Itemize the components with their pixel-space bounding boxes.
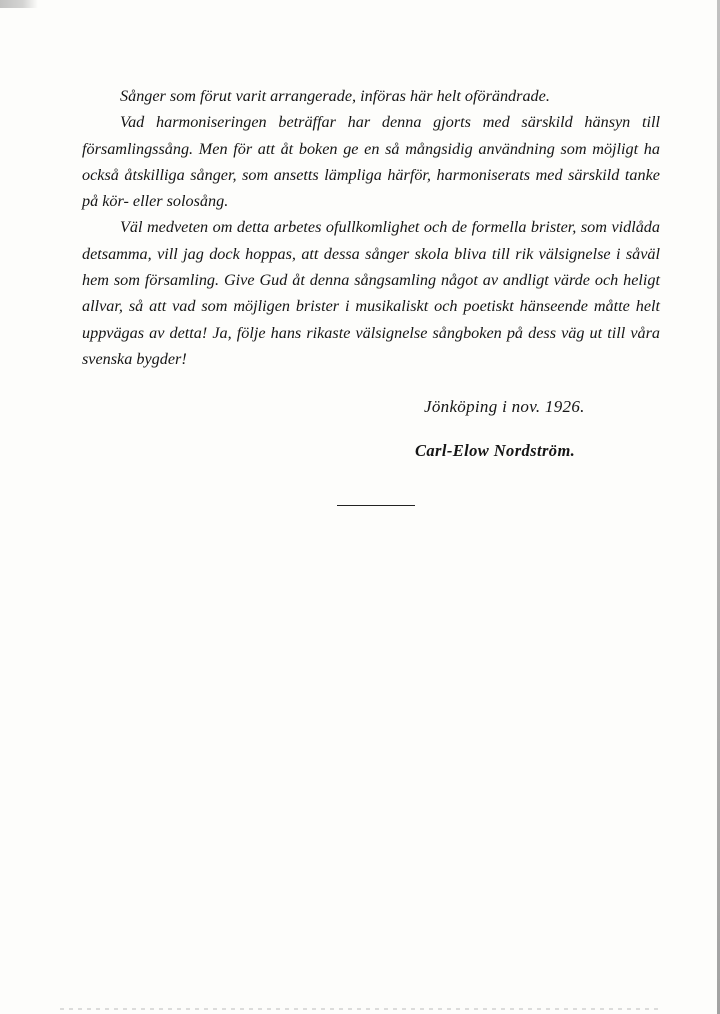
divider-rule [337,505,415,506]
scan-corner-mark [0,0,38,8]
paragraph-blessing: Väl medveten om detta arbetes ofullkomlighet och de formella brister, som vidlåda detsamma, vill jag dock hoppas, att dessa sånger skola bliva till rik välsignelse i såväl hem som församling. Give Gud åt denna sångsamling något av andligt värde och heligt allvar, så att vad som möjligen brister i musikaliskt och poetiskt hänseende måtte helt uppvägas av detta! Ja, följe hans rikaste välsignelse sångboken på dess väg ut till våra svenska bygder! [82,218,660,368]
body-text [82,83,660,372]
scan-bottom-artifact [60,1008,660,1010]
paragraph-harmonization: Vad harmoniseringen beträffar har denna gjorts med särskild hänsyn till församlingssång. Men för att åt boken ge en så mångsidig användning som möjligt ha också åtskilliga sånger, som ansetts lämpliga härför, harmoniserats med särskild tanke på kör- eller solosång. [82,113,660,211]
author-signature: Carl-Elow Nordström. [415,441,576,460]
place-date: Jönköping i nov. 1926. [424,397,585,416]
paragraph-intro: Sånger som förut varit arrangerade, införas här helt oförändrade. [120,87,550,105]
